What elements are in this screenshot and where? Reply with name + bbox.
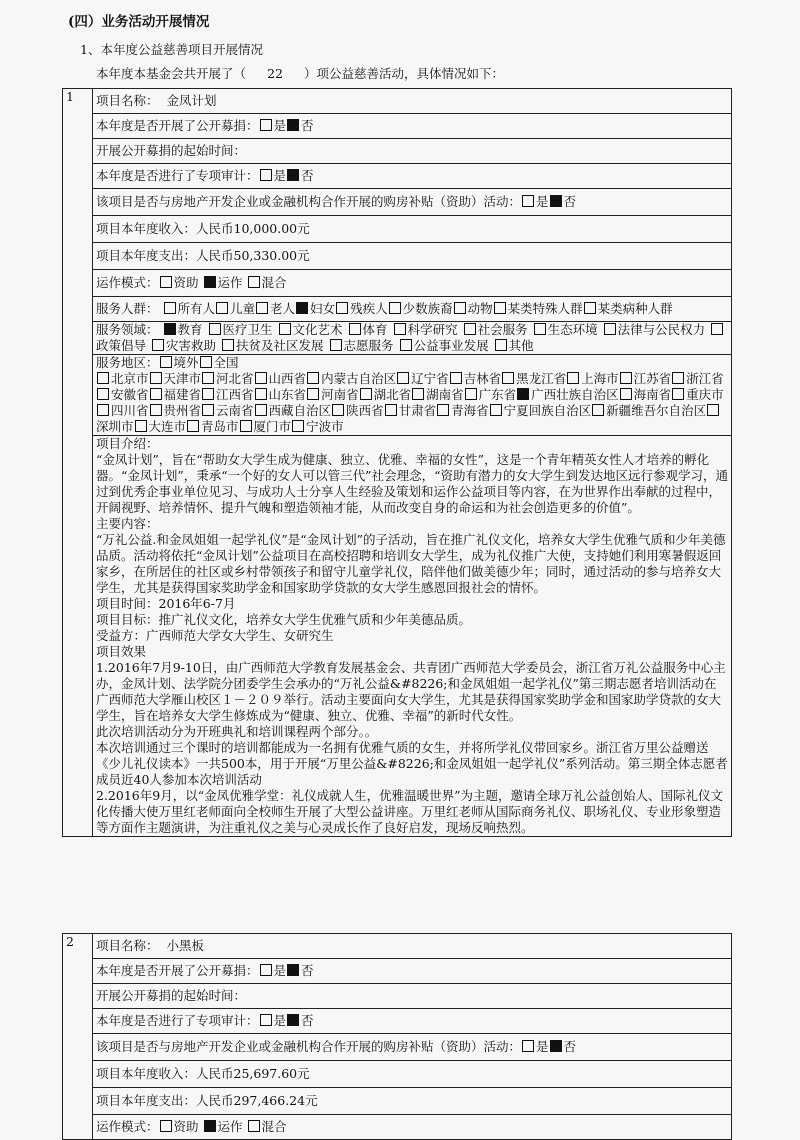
option-label: 某类病种人群: [597, 301, 673, 316]
option-label: 是: [536, 194, 549, 209]
option-label: 湖南省: [426, 387, 464, 402]
field-label: 服务人群：: [96, 301, 159, 316]
option-checkbox[interactable]: [412, 388, 424, 400]
summary-suffix: ）项公益慈善活动，具体情况如下：: [304, 66, 505, 81]
option-label: 是: [273, 118, 287, 133]
option-checkbox[interactable]: [255, 404, 267, 416]
fundraising-start-row: [93, 139, 732, 164]
project-name-row: [93, 89, 732, 114]
option-label: 四川省: [111, 403, 149, 418]
option-checkbox[interactable]: [332, 404, 344, 416]
option-checkbox[interactable]: [465, 388, 477, 400]
option-label: 甘肃省: [398, 403, 437, 418]
option-label: 否: [301, 168, 314, 183]
option-label: 少数族裔: [402, 301, 453, 316]
option-checkbox[interactable]: [202, 404, 214, 416]
option-label: 吉林省: [463, 371, 502, 386]
field-label: 服务领域：: [96, 322, 159, 337]
option-checkbox[interactable]: [437, 404, 449, 416]
public-fundraising-row: [93, 959, 732, 984]
project-count-line: [96, 64, 504, 82]
option-label: 运作: [217, 1119, 243, 1134]
project-table-1: [62, 88, 732, 837]
option-checkbox[interactable]: [711, 323, 723, 335]
field-label: 该项目是否与房地产开发企业或金融机构合作开展的购房补贴（资助）活动：: [96, 1039, 522, 1054]
option-label: 山西省: [268, 371, 307, 386]
option-label: 河南省: [321, 387, 359, 402]
option-checkbox[interactable]: [534, 323, 546, 335]
option-label: 北京市: [111, 371, 149, 386]
option-checkbox[interactable]: [336, 302, 348, 314]
income-row: [93, 1061, 732, 1088]
option-checkbox[interactable]: [160, 1120, 172, 1132]
option-checkbox[interactable]: [97, 404, 109, 416]
option-label: 是: [273, 168, 287, 183]
section-heading: (四）业务活动开展情况: [68, 14, 210, 30]
option-checkbox[interactable]: [222, 339, 234, 351]
option-checkbox[interactable]: [135, 420, 147, 432]
subsection-title: 1、本年度公益慈善项目开展情况: [80, 42, 263, 57]
option-label: 运作: [217, 275, 243, 290]
option-label: 大连市: [148, 419, 187, 434]
field-label: 开展公开募捐的起始时间：: [96, 988, 247, 1003]
option-checkbox[interactable]: [97, 388, 109, 400]
checkbox-no[interactable]: [287, 1014, 299, 1026]
option-checkbox[interactable]: [672, 372, 684, 384]
mode-row: [93, 1115, 732, 1140]
field-label: 项目名称：: [96, 93, 159, 108]
field-label: 本年度是否开展了公开募捐：: [96, 963, 259, 978]
option-label: 江苏省: [633, 371, 672, 386]
option-checkbox[interactable]: [454, 302, 466, 314]
field-label: 开展公开募捐的起始时间：: [96, 143, 247, 158]
option-checkbox[interactable]: [209, 323, 221, 335]
housing-subsidy-row: [93, 189, 732, 216]
option-label: 扶贫及社区发展: [236, 338, 324, 353]
expense-value: 人民币50,330.00元: [196, 248, 310, 263]
option-label: 黑龙江省: [516, 371, 567, 386]
intro-text: [96, 452, 728, 836]
mode-options: [159, 275, 291, 290]
option-checkbox[interactable]: [202, 372, 214, 384]
option-checkbox[interactable]: [150, 404, 162, 416]
option-label: 厦门市: [253, 419, 292, 434]
option-checkbox[interactable]: [495, 339, 507, 351]
region-options: [96, 371, 724, 434]
checkbox-yes[interactable]: [260, 964, 272, 976]
option-label: 混合: [261, 1119, 287, 1134]
field-label: 项目本年度收入：: [96, 1066, 197, 1081]
option-label: 否: [301, 118, 314, 133]
option-label: 否: [301, 1013, 314, 1028]
option-label: 文化艺术: [292, 322, 343, 337]
intro-paragraph: 本次培训通过三个课时的培训都能成为一名拥有优雅气质的女生，并将所学礼仪带回家乡。浙江省万里公益赠送《少儿礼仪读本》一共500本，用于开展“万里公益&#8226;和金凤姐姐一起学礼仪”系列活动。第三期全体志愿者成员近40人参加本次培训活动: [96, 740, 728, 787]
option-label: 是: [536, 1039, 549, 1054]
option-label: 河北省: [216, 371, 254, 386]
option-checkbox[interactable]: [400, 339, 412, 351]
income-value: 人民币25,697.60元: [196, 1066, 310, 1081]
option-checkbox[interactable]: [490, 404, 502, 416]
project-table-2: [62, 933, 732, 1140]
option-label: 科学研究: [407, 322, 458, 337]
intro-paragraph: “万礼公益.和金凤姐姐一起学礼仪”是“金凤计划”的子活动，旨在推广礼仪文化，培养女大学生优雅气质和少年美德品质。活动将依托“金凤计划”公益项目在高校招聘和培训女大学生，成为礼仪推广大使，支持她们利用寒暑假返回家乡，在所居住的社区或乡村带领孩子和留守儿童学礼仪，陪伴他们做美德少年；同时，通过活动的参与培养女大学生，尤其是获得国家奖助学金和国家助学贷款的女大学生感恩回报社会的情怀。: [96, 532, 726, 595]
people-row: [93, 297, 732, 322]
fields-row: [93, 322, 732, 355]
option-checkbox[interactable]: [620, 372, 632, 384]
option-checkbox[interactable]: [330, 339, 342, 351]
project-count: 22: [267, 66, 283, 81]
option-label: 山东省: [268, 387, 307, 402]
option-label: 生态环境: [547, 322, 598, 337]
option-label: 云南省: [216, 403, 254, 418]
intro-paragraph: 主要内容：: [96, 516, 159, 531]
option-label: 内蒙古自治区: [321, 371, 397, 386]
option-checkbox[interactable]: [256, 302, 268, 314]
option-checkbox[interactable]: [160, 356, 172, 368]
option-label: 青海省: [451, 403, 489, 418]
option-label: 湖北省: [373, 387, 412, 402]
intro-paragraph: 项目目标：推广礼仪文化，培养女大学生优雅气质和少年美德品质。: [96, 612, 472, 627]
option-checkbox[interactable]: [307, 372, 319, 384]
mode-row: [93, 270, 732, 297]
option-label: 浙江省: [686, 371, 724, 386]
expense-row: [93, 243, 732, 270]
field-label: 服务地区：: [96, 355, 159, 370]
option-checkbox[interactable]: [450, 372, 462, 384]
field-label: 项目本年度收入：: [96, 221, 197, 236]
option-checkbox[interactable]: [240, 420, 252, 432]
field-label: 本年度是否进行了专项审计：: [96, 168, 259, 183]
option-checkbox[interactable]: [248, 1120, 260, 1132]
option-label: 宁波市: [306, 419, 344, 434]
option-checkbox[interactable]: [397, 372, 409, 384]
checkbox-yes[interactable]: [260, 119, 272, 131]
option-label: 否: [563, 194, 577, 209]
option-checkbox[interactable]: [164, 323, 176, 335]
fundraising-start-row: [93, 984, 732, 1009]
option-label: 资助: [173, 275, 199, 290]
special-audit-row: [93, 164, 732, 189]
option-label: 重庆市: [686, 387, 724, 402]
option-label: 教育: [177, 322, 203, 337]
option-label: 是: [273, 1013, 287, 1028]
option-label: 资助: [173, 1119, 199, 1134]
option-label: 陕西省: [346, 403, 384, 418]
option-label: 灾害救助: [166, 338, 217, 353]
option-label: 福建省: [163, 387, 202, 402]
checkbox-yes[interactable]: [522, 195, 534, 207]
option-label: 境外: [173, 355, 199, 370]
option-checkbox[interactable]: [464, 323, 476, 335]
expense-row: [93, 1088, 732, 1115]
intro-paragraph: 受益方：广西师范大学女大学生、女研究生: [96, 628, 334, 643]
option-checkbox[interactable]: [150, 372, 162, 384]
option-checkbox[interactable]: [150, 388, 162, 400]
project-number: 1: [63, 89, 93, 837]
option-label: 法律与公民权力: [617, 322, 706, 337]
option-label: 某类特殊人群: [507, 301, 583, 316]
special-audit-row: [93, 1009, 732, 1034]
option-label: 西藏自治区: [268, 403, 332, 418]
people-options: [163, 301, 673, 316]
option-label: 天津市: [163, 371, 202, 386]
option-label: 新疆维吾尔自治区: [606, 403, 707, 418]
checkbox-no[interactable]: [550, 195, 562, 207]
intro-paragraph: 2.2016年9月，以“金凤优雅学堂：礼仪成就人生，优雅温暖世界”为主题，邀请全球万礼公益创始人、国际礼仪文化传播大使万里红老师面向全校师生开展了大型公益讲座。万里红老师从国际商务礼仪、职场礼仪、专业形象塑造等方面作主题演讲，为注重礼仪之美与心灵成长作了良好启发，现场反响热烈。: [96, 788, 723, 835]
checkbox-yes[interactable]: [260, 1014, 272, 1026]
option-checkbox[interactable]: [248, 276, 260, 288]
option-label: 全国: [213, 355, 239, 370]
option-label: 否: [563, 1039, 577, 1054]
option-checkbox[interactable]: [160, 276, 172, 288]
checkbox-yes[interactable]: [522, 1040, 534, 1052]
option-checkbox[interactable]: [517, 388, 529, 400]
expense-value: 人民币297,466.24元: [196, 1093, 318, 1108]
option-checkbox[interactable]: [584, 302, 596, 314]
option-checkbox[interactable]: [152, 339, 164, 351]
intro-paragraph: 1.2016年7月9-10日，由广西师范大学教育发展基金会、共青团广西师范大学委员会，浙江省万礼公益服务中心主办，金凤计划、法学院分团委学生会承办的“万礼公益&#8226;和金凤姐姐一起学礼仪”第三期志愿者培训活动在广西师范大学雁山校区１－２０９举行。活动主要面向女大学生，尤其是获得国家奖助学金和国家助学贷款的女大学生，旨在培养女大学生修炼成为“健康、独立、优雅、幸福”的新时代女性。: [96, 660, 726, 723]
intro-paragraph: 项目时间：2016年6-7月: [96, 596, 236, 611]
option-checkbox[interactable]: [707, 404, 719, 416]
intro-paragraph: “金凤计划”，旨在“帮助女大学生成为健康、独立、优雅、幸福的女性”，这是一个青年精英女性人才培养的孵化器。“金凤计划”，秉承“一个好的女人可以管三代”社会理念，“资助有潜力的女大学生到发达地区远行参观学习，通过到优秀企事业单位见习、与成功人士分享人生经验及策划和运作公益项目等内容，在为世界作出奉献的过程中，开阔视野、培养情怀、提升气魄和塑造领袖才能，从而改变自身的命运和为社会创造更多的价值”。: [96, 452, 728, 515]
field-label: 运作模式：: [96, 275, 159, 290]
option-label: 辽宁省: [411, 371, 449, 386]
housing-subsidy-row: [93, 1034, 732, 1061]
checkbox-no[interactable]: [287, 964, 299, 976]
option-label: 江西省: [216, 387, 254, 402]
option-checkbox[interactable]: [307, 388, 319, 400]
income-row: [93, 216, 732, 243]
option-label: 动物: [467, 301, 493, 316]
option-checkbox[interactable]: [502, 372, 514, 384]
option-checkbox[interactable]: [187, 420, 199, 432]
region-scope-options: [159, 355, 239, 370]
field-label: 项目本年度支出：: [96, 1093, 197, 1108]
option-label: 公益事业发展: [413, 338, 489, 353]
option-label: 深圳市: [96, 419, 134, 434]
field-label: 项目介绍：: [96, 436, 159, 451]
option-checkbox[interactable]: [200, 356, 212, 368]
option-label: 否: [301, 963, 314, 978]
intro-cell: [93, 436, 732, 837]
checkbox-no[interactable]: [550, 1040, 562, 1052]
field-label: 项目本年度支出：: [96, 248, 197, 263]
field-label: 本年度是否进行了专项审计：: [96, 1013, 259, 1028]
option-label: 医疗卫生: [222, 322, 273, 337]
option-label: 政策倡导: [96, 338, 147, 353]
option-checkbox[interactable]: [292, 420, 304, 432]
option-checkbox[interactable]: [279, 323, 291, 335]
field-label: 本年度是否开展了公开募捐：: [96, 118, 259, 133]
option-checkbox[interactable]: [360, 388, 372, 400]
option-checkbox[interactable]: [204, 1120, 216, 1132]
project-number: 2: [63, 934, 93, 1140]
checkbox-yes[interactable]: [260, 169, 272, 181]
intro-paragraph: 此次培训活动分为开班典礼和培训课程两个部分。。: [96, 724, 378, 739]
option-checkbox[interactable]: [204, 276, 216, 288]
option-checkbox[interactable]: [389, 302, 401, 314]
option-label: 是: [273, 963, 287, 978]
option-label: 贵州省: [163, 403, 202, 418]
project-name: 金凤计划: [166, 93, 217, 108]
option-checkbox[interactable]: [296, 302, 308, 314]
option-checkbox[interactable]: [620, 388, 632, 400]
regions-row: [93, 355, 732, 436]
option-checkbox[interactable]: [97, 372, 109, 384]
summary-prefix: 本年度本基金会共开展了（: [96, 66, 247, 81]
option-checkbox[interactable]: [494, 302, 506, 314]
option-label: 安徽省: [111, 387, 149, 402]
option-label: 老人: [270, 301, 296, 316]
option-checkbox[interactable]: [164, 302, 176, 314]
option-checkbox[interactable]: [592, 404, 604, 416]
project-name-row: [93, 934, 732, 959]
option-checkbox[interactable]: [394, 323, 406, 335]
checkbox-no[interactable]: [287, 169, 299, 181]
public-fundraising-row: [93, 114, 732, 139]
option-label: 其他: [508, 338, 534, 353]
option-checkbox[interactable]: [604, 323, 616, 335]
option-label: 所有人: [177, 301, 216, 316]
option-checkbox[interactable]: [255, 388, 267, 400]
option-checkbox[interactable]: [385, 404, 397, 416]
option-label: 青岛市: [201, 419, 239, 434]
option-label: 志愿服务: [343, 338, 394, 353]
field-options: [96, 322, 725, 353]
option-label: 残疾人: [350, 301, 388, 316]
option-checkbox[interactable]: [672, 388, 684, 400]
option-label: 广东省: [478, 387, 517, 402]
intro-paragraph: 项目效果: [96, 644, 147, 659]
field-label: 运作模式：: [96, 1119, 159, 1134]
option-label: 混合: [261, 275, 287, 290]
mode-options: [159, 1119, 291, 1134]
option-checkbox[interactable]: [255, 372, 267, 384]
project-name: 小黑板: [166, 938, 204, 953]
option-checkbox[interactable]: [202, 388, 214, 400]
option-checkbox[interactable]: [216, 302, 228, 314]
option-label: 儿童: [230, 301, 256, 316]
option-label: 海南省: [633, 387, 672, 402]
checkbox-no[interactable]: [287, 119, 299, 131]
option-label: 社会服务: [477, 322, 528, 337]
option-label: 妇女: [310, 301, 336, 316]
option-label: 广西壮族自治区: [531, 387, 619, 402]
field-label: 该项目是否与房地产开发企业或金融机构合作开展的购房补贴（资助）活动：: [96, 194, 522, 209]
field-label: 项目名称：: [96, 938, 159, 953]
income-value: 人民币10,000.00元: [196, 221, 310, 236]
option-checkbox[interactable]: [349, 323, 361, 335]
option-label: 体育: [362, 322, 388, 337]
option-label: 上海市: [581, 371, 619, 386]
option-label: 宁夏回族自治区: [503, 403, 592, 418]
option-checkbox[interactable]: [567, 372, 579, 384]
